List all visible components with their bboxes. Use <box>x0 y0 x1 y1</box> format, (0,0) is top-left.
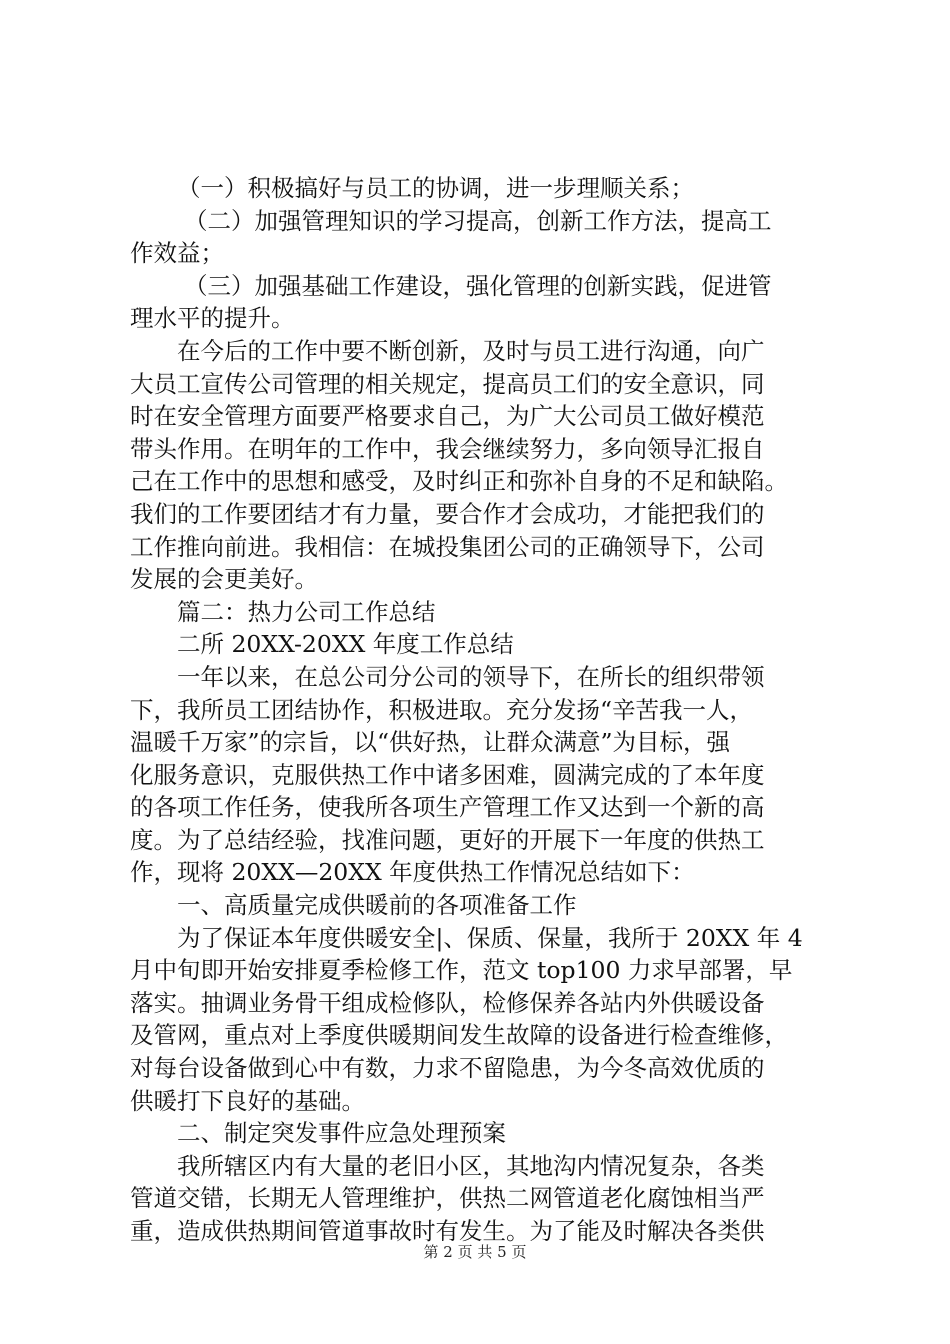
text-line: 落实。抽调业务骨干组成检修队，检修保养各站内外供暖设备 <box>130 988 765 1017</box>
text-line: 化服务意识，克服供热工作中诸多困难，圆满完成的了本年度 <box>130 760 765 789</box>
text-line: （三）加强基础工作建设，强化管理的创新实践，促进管 <box>184 271 772 300</box>
text-line: 时在安全管理方面要严格要求自己，为广大公司员工做好模范 <box>130 402 765 431</box>
text-line: 二所 20XX-20XX 年度工作总结 <box>177 630 514 659</box>
text-line: 理水平的提升。 <box>130 304 295 333</box>
text-line: 工作推向前进。我相信：在城投集团公司的正确领导下，公司 <box>130 532 765 561</box>
page-footer: 第 2 页 共 5 页 <box>423 1243 527 1261</box>
text-line: 对每台设备做到心中有数，力求不留隐患，为今冬高效优质的 <box>130 1054 765 1083</box>
text-line: 重，造成供热期间管道事故时有发生。为了能及时解决各类供 <box>130 1217 765 1245</box>
text-line: 及管网，重点对上季度供暖期间发生故障的设备进行检查维修， <box>130 1021 788 1050</box>
text-line: 管道交错，长期无人管理维护，供热二网管道老化腐蚀相当严 <box>130 1184 765 1213</box>
text-line: 发展的会更美好。 <box>130 565 318 594</box>
text-line: 大员工宣传公司管理的相关规定，提高员工们的安全意识，同 <box>130 369 765 398</box>
text-line: 我们的工作要团结才有力量，要合作才会成功，才能把我们的 <box>130 499 765 528</box>
text-line: （一）积极搞好与员工的协调，进一步理顺关系； <box>177 174 694 202</box>
text-line: 作，现将 20XX—20XX 年度供热工作情况总结如下： <box>130 858 695 887</box>
text-line: 一年以来，在总公司分公司的领导下，在所长的组织带领 <box>177 662 765 691</box>
document-body <box>130 172 830 1248</box>
text-line: 一、高质量完成供暖前的各项准备工作 <box>177 891 577 920</box>
text-line: 为了保证本年度供暖安全|、保质、保量，我所于 20XX 年 4 <box>177 923 803 952</box>
text-line: 供暖打下良好的基础。 <box>130 1086 365 1115</box>
text-line: 带头作用。在明年的工作中，我会继续努力，多向领导汇报自 <box>130 434 765 463</box>
text-line: 温暖千万家”的宗旨，以“供好热，让群众满意”为目标，强 <box>130 728 731 757</box>
text-line: 作效益； <box>130 239 224 268</box>
text-line: 篇二：热力公司工作总结 <box>177 597 436 626</box>
text-line: （二）加强管理知识的学习提高，创新工作方法，提高工 <box>184 206 772 235</box>
text-line: 我所辖区内有大量的老旧小区，其地沟内情况复杂，各类 <box>177 1151 765 1180</box>
text-line: 的各项工作任务，使我所各项生产管理工作又达到一个新的高 <box>130 793 765 822</box>
text-line: 下，我所员工团结协作，积极进取。充分发扬“辛苦我一人， <box>130 695 754 724</box>
text-line: 二、制定突发事件应急处理预案 <box>177 1119 506 1148</box>
text-line: 度。为了总结经验，找准问题，更好的开展下一年度的供热工 <box>130 825 765 854</box>
text-line: 月中旬即开始安排夏季检修工作，范文 top100 力求早部署，早 <box>130 956 793 985</box>
text-line: 在今后的工作中要不断创新，及时与员工进行沟通，向广 <box>177 336 765 365</box>
text-line: 己在工作中的思想和感受，及时纠正和弥补自身的不足和缺陷。 <box>130 467 788 496</box>
